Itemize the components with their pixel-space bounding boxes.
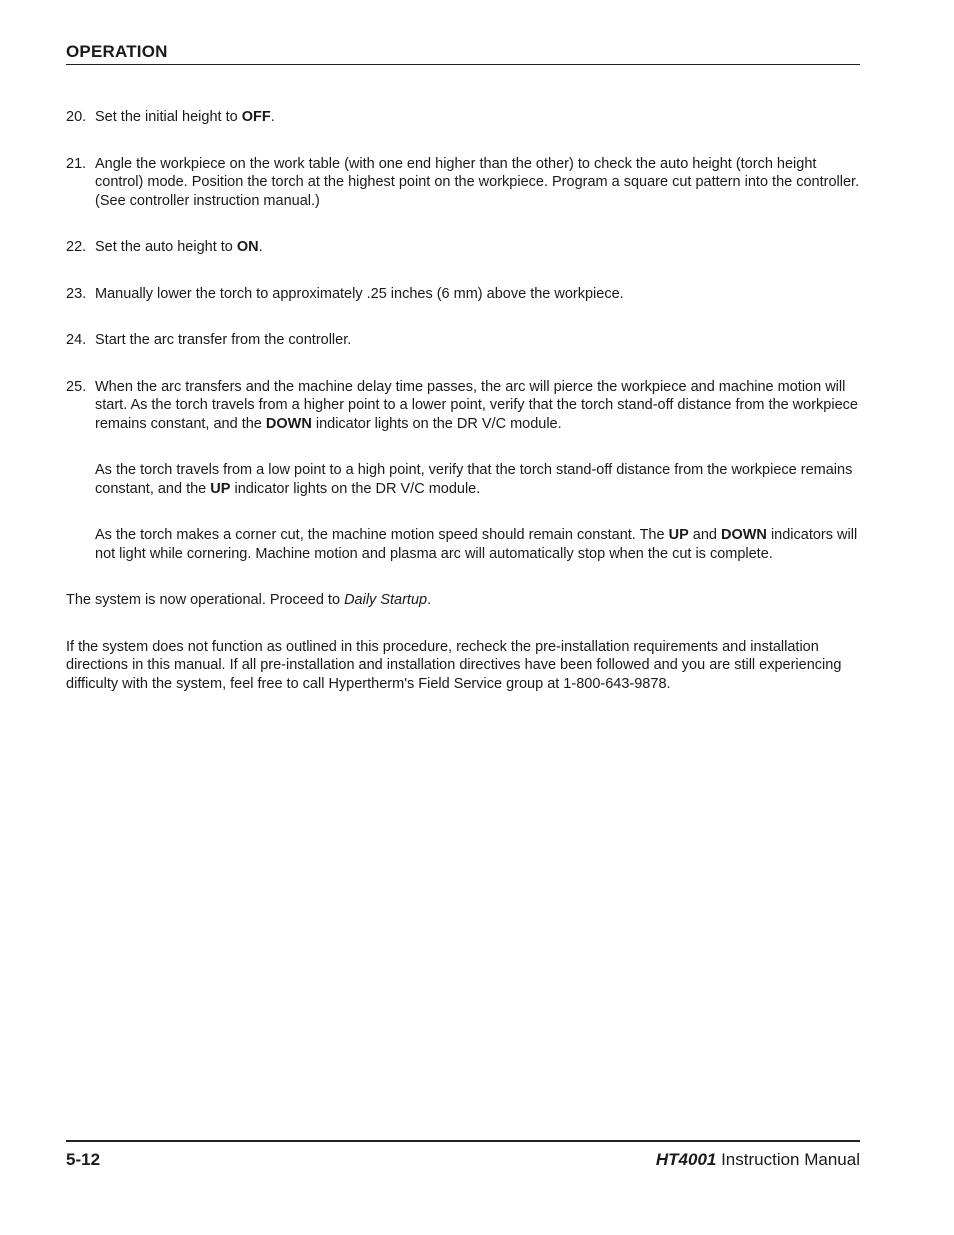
paragraph-text: and xyxy=(688,527,721,543)
support-note: If the system does not function as outlined in this procedure, recheck the pre-installation requirements and installation directions in this manual. If all pre-installation and installation directives have been followed and you are still experiencing difficulty with the system, feel free to call Hypertherm's Field Service group at 1-800-643-9878. xyxy=(66,638,842,692)
paragraph-text: As the torch travels from a low point to a high point, verify that the torch stand-off distance from the workpiece remains constant, and the xyxy=(95,462,853,497)
step-23 xyxy=(66,285,860,304)
step-text-part: When the arc transfers and the machine delay time passes, the arc will pierce the workpiece and machine motion will start. As the torch travels from a higher point to a lower point, verify that the torch stand-off distance from the workpiece remains constant, and the xyxy=(95,378,858,432)
page-content xyxy=(66,108,860,693)
step-text-part: . xyxy=(270,109,275,125)
step-22 xyxy=(66,238,860,257)
paragraph-text: The system is now operational. Proceed to xyxy=(66,592,345,608)
page-footer xyxy=(66,1140,860,1170)
indicator-keyword: DOWN xyxy=(721,527,767,543)
paragraph-text: indicator lights on the DR V/C module. xyxy=(230,480,481,497)
step-number: 23. xyxy=(66,285,87,302)
step-text-part: Set the initial height to xyxy=(95,109,242,125)
step-text xyxy=(95,238,860,257)
indicator-keyword: UP xyxy=(668,527,689,543)
step-number: 24. xyxy=(66,332,87,348)
indicator-keyword: UP xyxy=(210,480,231,497)
step-20 xyxy=(66,108,860,127)
paragraph-text: . xyxy=(427,592,432,608)
step-text-part: indicator lights on the DR V/C module. xyxy=(311,415,562,432)
step-keyword: OFF xyxy=(241,109,271,125)
paragraph-text: indicators will not light while cornering. Machine motion and plasma arc will automatically stop when the cut is complete. xyxy=(95,527,858,562)
step-24 xyxy=(66,331,860,350)
manual-title xyxy=(656,1150,860,1170)
page-header xyxy=(66,42,860,65)
page-number: 5-12 xyxy=(66,1150,101,1169)
step-21 xyxy=(66,155,860,211)
step-number: 25. xyxy=(66,378,87,395)
section-title: OPERATION xyxy=(66,42,168,61)
operational-note xyxy=(66,591,860,610)
step-25-paragraph-up xyxy=(95,461,860,498)
step-text: Manually lower the torch to approximately .25 inches (6 mm) above the workpiece. xyxy=(95,285,624,302)
step-number: 21. xyxy=(66,155,87,172)
model-name: HT4001 xyxy=(655,1150,717,1169)
step-text: Angle the workpiece on the work table (with one end higher than the other) to check the auto height (torch height control) mode. Position the torch at the highest point on the workpiece. Program a square cut pattern into the controller. (See controller instruction manual.) xyxy=(95,155,860,209)
step-text-part: Set the auto height to xyxy=(95,239,237,255)
step-25 xyxy=(66,378,860,434)
step-keyword: ON xyxy=(236,239,259,255)
step-text xyxy=(95,108,860,127)
daily-startup-reference: Daily Startup xyxy=(344,592,428,608)
step-keyword: DOWN xyxy=(265,415,312,432)
step-number: 20. xyxy=(66,109,87,125)
step-number: 22. xyxy=(66,239,87,255)
step-text: Start the arc transfer from the controller. xyxy=(95,332,352,348)
step-text-part: . xyxy=(258,239,263,255)
step-25-paragraph-corner xyxy=(95,526,860,563)
paragraph-text: As the torch makes a corner cut, the machine motion speed should remain constant. The xyxy=(95,527,669,543)
manual-label: Instruction Manual xyxy=(716,1150,860,1169)
step-text xyxy=(95,378,860,434)
